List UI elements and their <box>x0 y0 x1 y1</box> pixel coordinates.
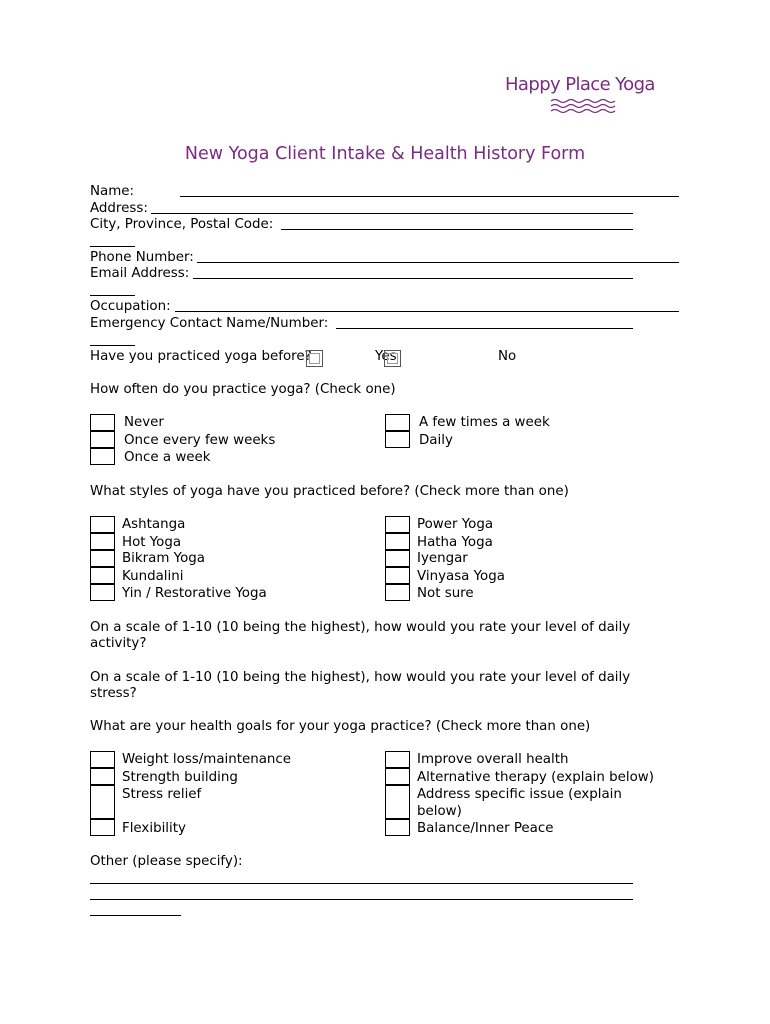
frequency-few-weeks-checkbox[interactable] <box>90 431 115 448</box>
style-yin-checkbox[interactable] <box>90 584 115 601</box>
goal-specific-issue-label: Address specific issue (explain <box>417 787 622 802</box>
practiced-no-label: No <box>498 349 517 364</box>
frequency-never-label: Never <box>124 415 164 430</box>
goal-flexibility-label: Flexibility <box>122 821 186 836</box>
style-bikram-checkbox[interactable] <box>90 550 115 567</box>
style-hot-yoga-checkbox[interactable] <box>90 533 115 550</box>
city-field-continued[interactable] <box>90 246 135 247</box>
style-power-yoga-checkbox[interactable] <box>385 516 410 533</box>
logo-text: Happy Place Yoga <box>505 74 655 95</box>
style-kundalini-label: Kundalini <box>122 569 184 584</box>
style-vinyasa-checkbox[interactable] <box>385 567 410 584</box>
practiced-checkbox[interactable] <box>306 350 323 367</box>
style-yin-label: Yin / Restorative Yoga <box>122 586 267 601</box>
goals-question: What are your health goals for your yoga practice? (Check more than one) <box>90 719 591 734</box>
goal-weight-loss-label: Weight loss/maintenance <box>122 752 292 767</box>
occupation-field[interactable] <box>175 311 679 312</box>
name-field[interactable] <box>180 196 679 197</box>
practiced-yes-checkbox[interactable] <box>384 350 401 367</box>
goal-specific-issue-checkbox[interactable] <box>385 785 410 819</box>
city-field[interactable] <box>281 229 633 230</box>
email-field[interactable] <box>193 278 633 279</box>
frequency-once-week-label: Once a week <box>124 450 211 465</box>
style-hot-yoga-label: Hot Yoga <box>122 535 182 550</box>
form-title: New Yoga Client Intake & Health History Form <box>184 144 586 164</box>
phone-label: Phone Number: <box>90 250 194 265</box>
style-vinyasa-label: Vinyasa Yoga <box>417 569 505 584</box>
styles-question: What styles of yoga have you practiced before? (Check more than one) <box>90 484 569 499</box>
emergency-field-continued[interactable] <box>90 345 135 346</box>
practiced-question: Have you practiced yoga before? <box>90 349 312 364</box>
occupation-label: Occupation: <box>90 299 171 314</box>
waves-icon <box>549 98 617 114</box>
emergency-field[interactable] <box>336 328 633 329</box>
goal-strength-label: Strength building <box>122 770 238 785</box>
frequency-once-week-checkbox[interactable] <box>90 448 115 465</box>
goal-alternative-therapy-label: Alternative therapy (explain below) <box>417 770 654 785</box>
style-hatha-checkbox[interactable] <box>385 533 410 550</box>
style-ashtanga-label: Ashtanga <box>122 517 186 532</box>
style-hatha-label: Hatha Yoga <box>417 535 493 550</box>
frequency-few-weeks-label: Once every few weeks <box>124 433 276 448</box>
goal-improve-health-checkbox[interactable] <box>385 751 410 768</box>
goal-alternative-therapy-checkbox[interactable] <box>385 768 410 785</box>
address-label: Address: <box>90 201 148 216</box>
goal-specific-issue-label-cont: below) <box>417 804 462 819</box>
goal-balance-checkbox[interactable] <box>385 819 410 836</box>
address-field[interactable] <box>151 213 633 214</box>
frequency-few-times-checkbox[interactable] <box>385 414 410 431</box>
goal-flexibility-checkbox[interactable] <box>90 819 115 836</box>
style-iyengar-checkbox[interactable] <box>385 550 410 567</box>
goal-stress-relief-checkbox[interactable] <box>90 785 115 819</box>
practiced-yes-label: Yes <box>375 349 397 364</box>
phone-field[interactable] <box>197 262 679 263</box>
email-field-continued[interactable] <box>90 295 135 296</box>
style-power-yoga-label: Power Yoga <box>417 517 494 532</box>
style-not-sure-checkbox[interactable] <box>385 584 410 601</box>
other-field-line1[interactable] <box>90 883 633 884</box>
goal-improve-health-label: Improve overall health <box>417 752 569 767</box>
name-label: Name: <box>90 184 135 199</box>
activity-question-line1: On a scale of 1-10 (10 being the highest), how would you rate your level of daily <box>90 620 631 635</box>
other-field-line2[interactable] <box>90 899 633 900</box>
style-kundalini-checkbox[interactable] <box>90 567 115 584</box>
email-label: Email Address: <box>90 266 190 281</box>
goal-strength-checkbox[interactable] <box>90 768 115 785</box>
activity-question-line2: activity? <box>90 636 147 651</box>
frequency-daily-label: Daily <box>419 433 453 448</box>
style-ashtanga-checkbox[interactable] <box>90 516 115 533</box>
style-bikram-label: Bikram Yoga <box>122 551 205 566</box>
frequency-daily-checkbox[interactable] <box>385 431 410 448</box>
goal-weight-loss-checkbox[interactable] <box>90 751 115 768</box>
happy-place-yoga-logo <box>505 74 655 118</box>
stress-question-line1: On a scale of 1-10 (10 being the highest), how would you rate your level of daily <box>90 670 631 685</box>
style-not-sure-label: Not sure <box>417 586 474 601</box>
goal-stress-relief-label: Stress relief <box>122 787 202 802</box>
emergency-label: Emergency Contact Name/Number: <box>90 316 329 331</box>
goal-balance-label: Balance/Inner Peace <box>417 821 554 836</box>
frequency-few-times-label: A few times a week <box>419 415 550 430</box>
style-iyengar-label: Iyengar <box>417 551 468 566</box>
frequency-never-checkbox[interactable] <box>90 414 115 431</box>
other-label: Other (please specify): <box>90 854 243 869</box>
stress-question-line2: stress? <box>90 686 137 701</box>
other-field-line3[interactable] <box>90 915 181 916</box>
city-label: City, Province, Postal Code: <box>90 217 274 232</box>
frequency-question: How often do you practice yoga? (Check one) <box>90 382 396 397</box>
